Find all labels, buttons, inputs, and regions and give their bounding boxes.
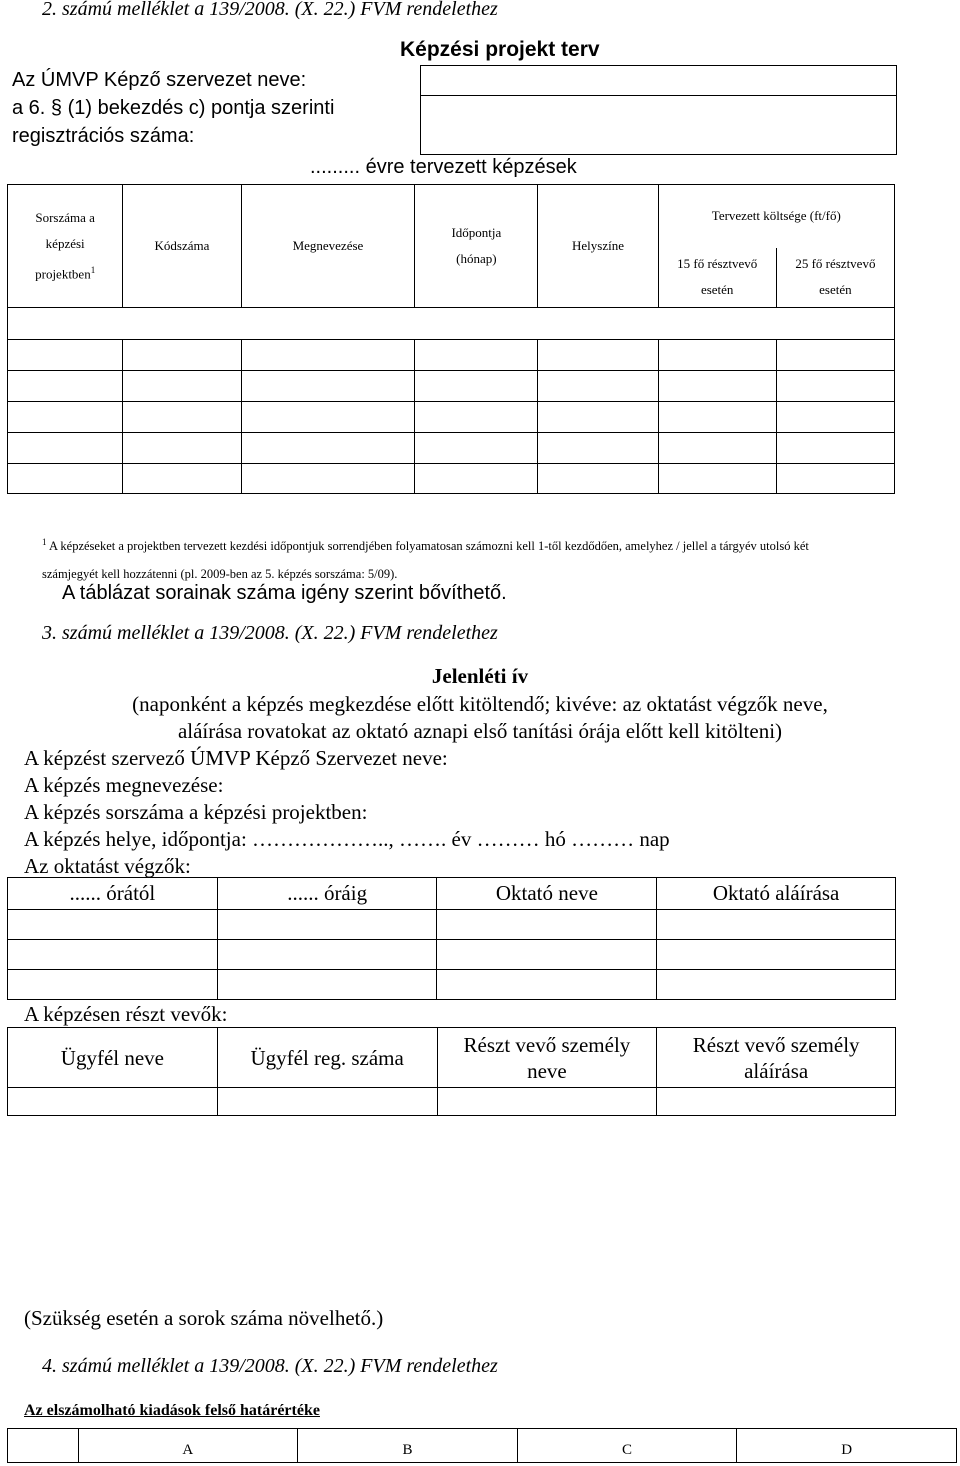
teacher-col-to: ...... óráig bbox=[217, 878, 437, 910]
line-teachers: Az oktatást végzők: bbox=[24, 854, 191, 878]
participant-col-person: Részt vevő személy neve bbox=[437, 1028, 657, 1088]
reg-label-2: regisztrációs száma: bbox=[12, 125, 195, 147]
annex2-note: A táblázat sorainak száma igény szerint bővíthető. bbox=[62, 582, 507, 604]
annex3-subtitle: (naponként a képzés megkezdése előtt kitöltendő; kivéve: az oktatást végzők neve, aláírása rovatokat az oktató aznapi első tanítási órája előtt kell kitölteni) bbox=[132, 692, 828, 743]
org-label: Az ÚMVP Képző szervezet neve: bbox=[12, 69, 307, 91]
table-cell bbox=[8, 910, 218, 940]
col-k25: 25 fő résztvevő esetén bbox=[776, 248, 894, 308]
table-cell bbox=[8, 340, 123, 371]
col-megnevezes: Megnevezése bbox=[241, 185, 415, 308]
table-cell bbox=[8, 970, 218, 1000]
annex3-header: 3. számú melléklet a 139/2008. (X. 22.) FVM rendelethez bbox=[42, 622, 498, 644]
col-k15: 15 fő résztvevő esetén bbox=[658, 248, 776, 308]
participant-col-reg: Ügyfél reg. száma bbox=[217, 1028, 437, 1088]
org-info-box bbox=[420, 65, 897, 155]
table-cell bbox=[8, 464, 123, 494]
col-idopont: Időpontja (hónap) bbox=[415, 185, 538, 308]
line-org: A képzést szervező ÚMVP Képző Szervezet neve: bbox=[24, 746, 448, 770]
col-sorszam: Sorszáma a képzési projektben$^1$ bbox=[8, 185, 123, 308]
reg-label-1: a 6. § (1) bekezdés c) pontja szerinti bbox=[12, 97, 335, 119]
training-plan-table bbox=[7, 184, 895, 494]
annex4-header: 4. számú melléklet a 139/2008. (X. 22.) FVM rendelethez bbox=[42, 1355, 498, 1377]
annex4-table bbox=[7, 1428, 957, 1463]
table-cell bbox=[8, 402, 123, 433]
col-d: D bbox=[737, 1429, 957, 1463]
annex4-title: Az elszámolható kiadások felső határértéke bbox=[24, 1402, 320, 1419]
table-cell bbox=[8, 371, 123, 402]
table-cell bbox=[8, 1088, 218, 1116]
participants-table bbox=[7, 1027, 896, 1116]
col-c: C bbox=[517, 1429, 737, 1463]
line-place: A képzés helye, időpontja: ……………….., ……. év ……… hó ……… nap bbox=[24, 827, 670, 851]
teacher-col-signature: Oktató aláírása bbox=[657, 878, 896, 910]
col-a: A bbox=[78, 1429, 298, 1463]
table-cell bbox=[8, 940, 218, 970]
teachers-table bbox=[7, 877, 896, 1000]
participant-col-name: Ügyfél neve bbox=[8, 1028, 218, 1088]
line-name: A képzés megnevezése: bbox=[24, 773, 224, 797]
annex2-title: Képzési projekt terv bbox=[400, 38, 600, 61]
annex3-lines bbox=[24, 745, 670, 880]
table-row bbox=[8, 308, 895, 340]
org-info-labels bbox=[12, 66, 334, 150]
col-kodszam: Kódszáma bbox=[123, 185, 241, 308]
annex3-note: (Szükség esetén a sorok száma növelhető.) bbox=[24, 1306, 384, 1330]
annex3-title: Jelenléti ív bbox=[431, 664, 529, 688]
line-serial: A képzés sorszáma a képzési projektben: bbox=[24, 800, 368, 824]
table-cell bbox=[8, 433, 123, 464]
annex2-header: 2. számú melléklet a 139/2008. (X. 22.) FVM rendelethez bbox=[42, 0, 498, 20]
col-koltseg: Tervezett költsége (ft/fő) bbox=[658, 185, 894, 248]
teacher-col-name: Oktató neve bbox=[437, 878, 657, 910]
col-helyszin: Helyszíne bbox=[538, 185, 658, 308]
year-label: ......... évre tervezett képzések bbox=[310, 156, 577, 178]
table-cell bbox=[8, 1429, 79, 1463]
col-b: B bbox=[298, 1429, 518, 1463]
participant-col-signature: Részt vevő személy aláírása bbox=[657, 1028, 896, 1088]
footnote: $^1$ A képzéseket a projektben tervezett kezdési időpontjuk sorrendjében folyamatosan számozni kell 1-től kezdődően, amelyhez / jellel a tárgyév utolsó két számjegyét kell hozzátenni (pl. 2009-ben az 5. képzés sorszáma: 5/09). bbox=[42, 537, 809, 582]
teacher-col-from: ...... órától bbox=[8, 878, 218, 910]
participants-label: A képzésen részt vevők: bbox=[24, 1002, 228, 1026]
